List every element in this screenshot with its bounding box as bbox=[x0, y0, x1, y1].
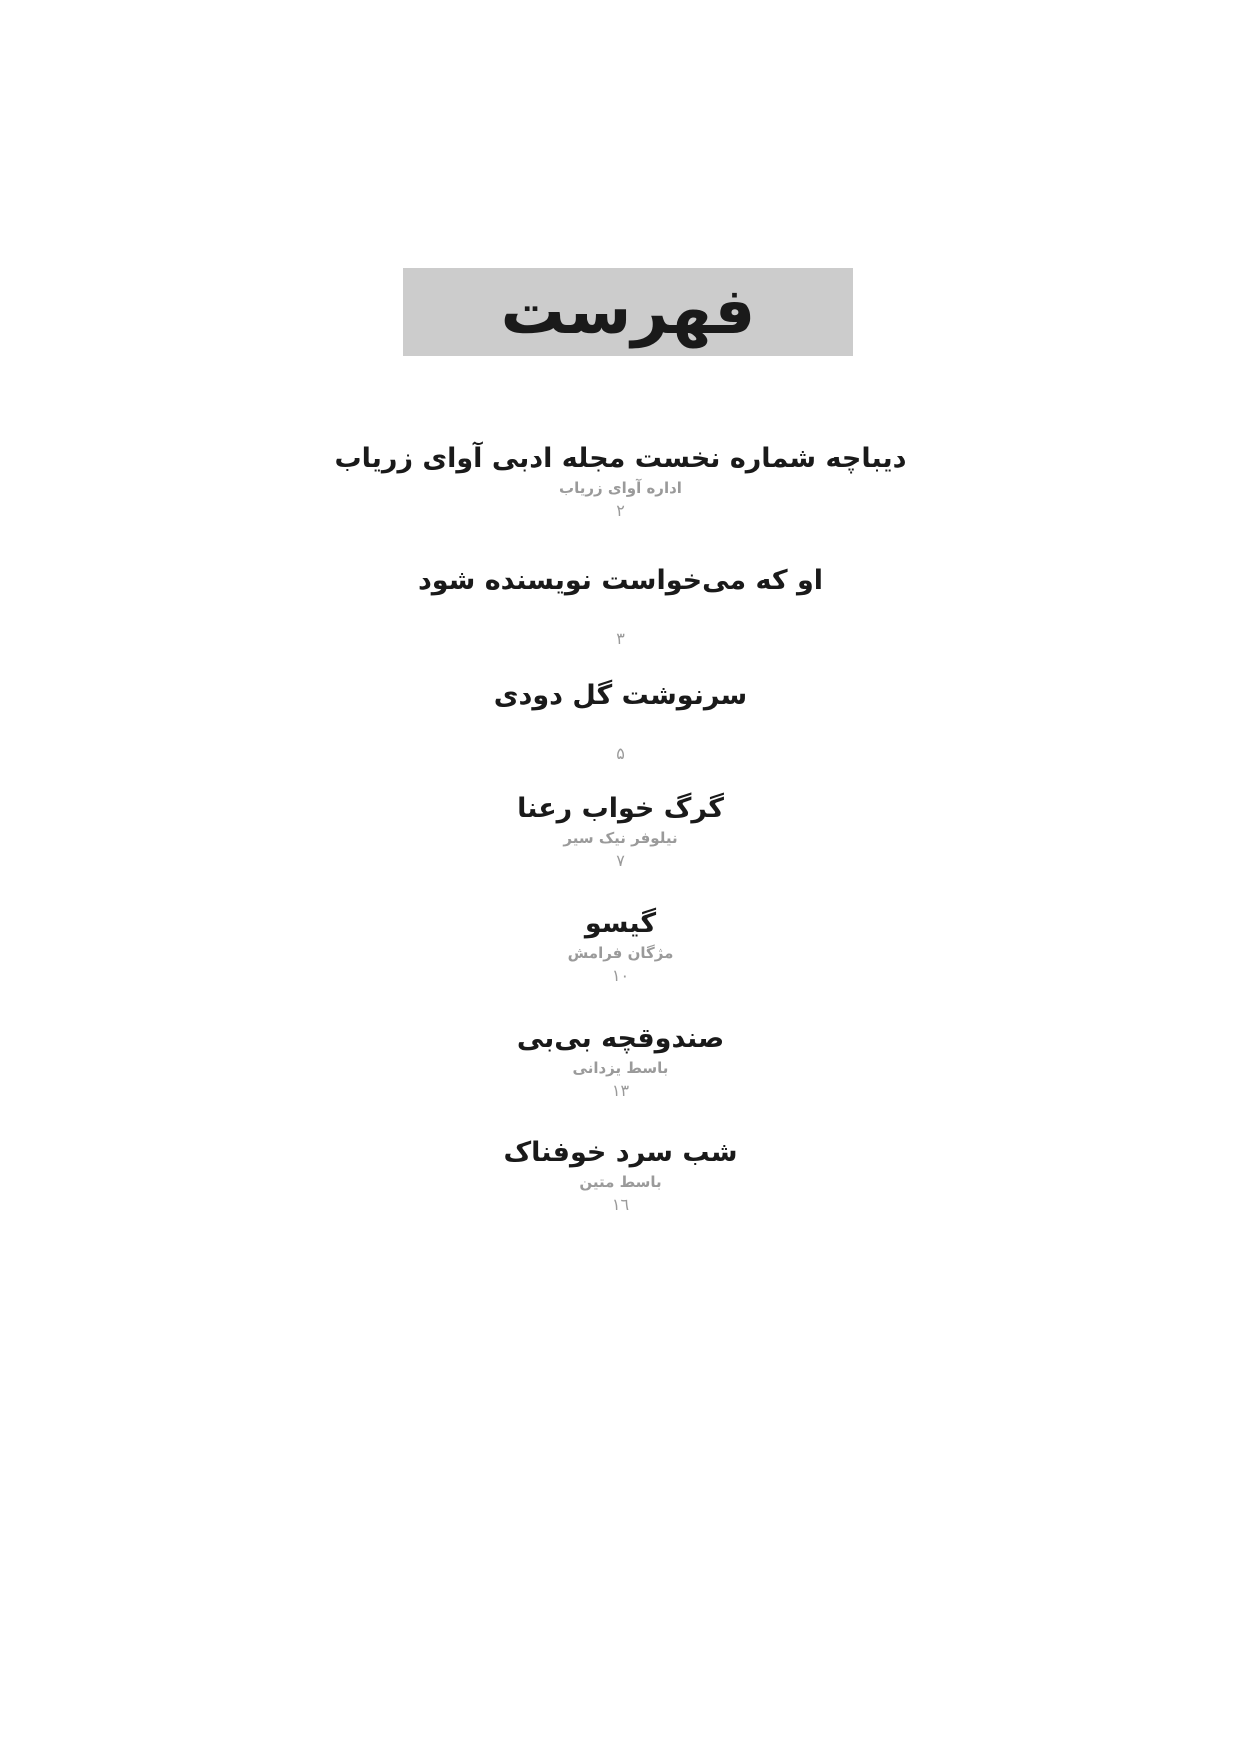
toc-entry-title: دیباچه شماره نخست مجله ادبی آوای زریاب bbox=[334, 443, 907, 474]
toc-entry-title: صندوقچه بی‌بی bbox=[516, 1023, 725, 1054]
toc-entry[interactable] bbox=[0, 678, 1241, 766]
toc-entry-title: گرگ خواب رعنا bbox=[517, 793, 724, 824]
toc-entry[interactable] bbox=[0, 906, 1241, 988]
toc-entry[interactable] bbox=[0, 1135, 1241, 1217]
toc-entry-author: نیلوفر نیک سیر bbox=[563, 829, 678, 847]
toc-entry-page-number: ۵ bbox=[616, 744, 625, 763]
toc-entry-author: اداره آوای زریاب bbox=[559, 479, 682, 497]
toc-entry-title: او که می‌خواست نویسنده شود bbox=[417, 565, 824, 596]
toc-entry-title: سرنوشت گل دودی bbox=[493, 680, 748, 711]
toc-entry[interactable] bbox=[0, 791, 1241, 873]
toc-entry-title: گیسو bbox=[584, 908, 657, 939]
toc-entry[interactable] bbox=[0, 1021, 1241, 1103]
toc-entry[interactable] bbox=[0, 563, 1241, 651]
toc-entry-page-number: ۲ bbox=[616, 501, 625, 520]
toc-entry-page-number: ۱۳ bbox=[611, 1081, 630, 1100]
toc-entry-title: شب سرد خوفناک bbox=[503, 1137, 738, 1168]
toc-heading: فهرست bbox=[500, 275, 756, 349]
toc-entry-author bbox=[0, 714, 1241, 742]
toc-entry-page-number: ۱۰ bbox=[611, 966, 630, 985]
toc-entry-page-number: ۳ bbox=[616, 629, 625, 648]
toc-entry-author: باسط متین bbox=[579, 1173, 662, 1191]
toc-entry-page-number: ۱٦ bbox=[611, 1195, 630, 1214]
toc-entry-page-number: ۷ bbox=[616, 851, 625, 870]
toc-entry[interactable] bbox=[0, 441, 1241, 523]
toc-entry-author: باسط یزدانی bbox=[572, 1059, 669, 1077]
toc-entry-author bbox=[0, 599, 1241, 627]
toc-entry-author: مژگان فرامش bbox=[567, 944, 674, 962]
